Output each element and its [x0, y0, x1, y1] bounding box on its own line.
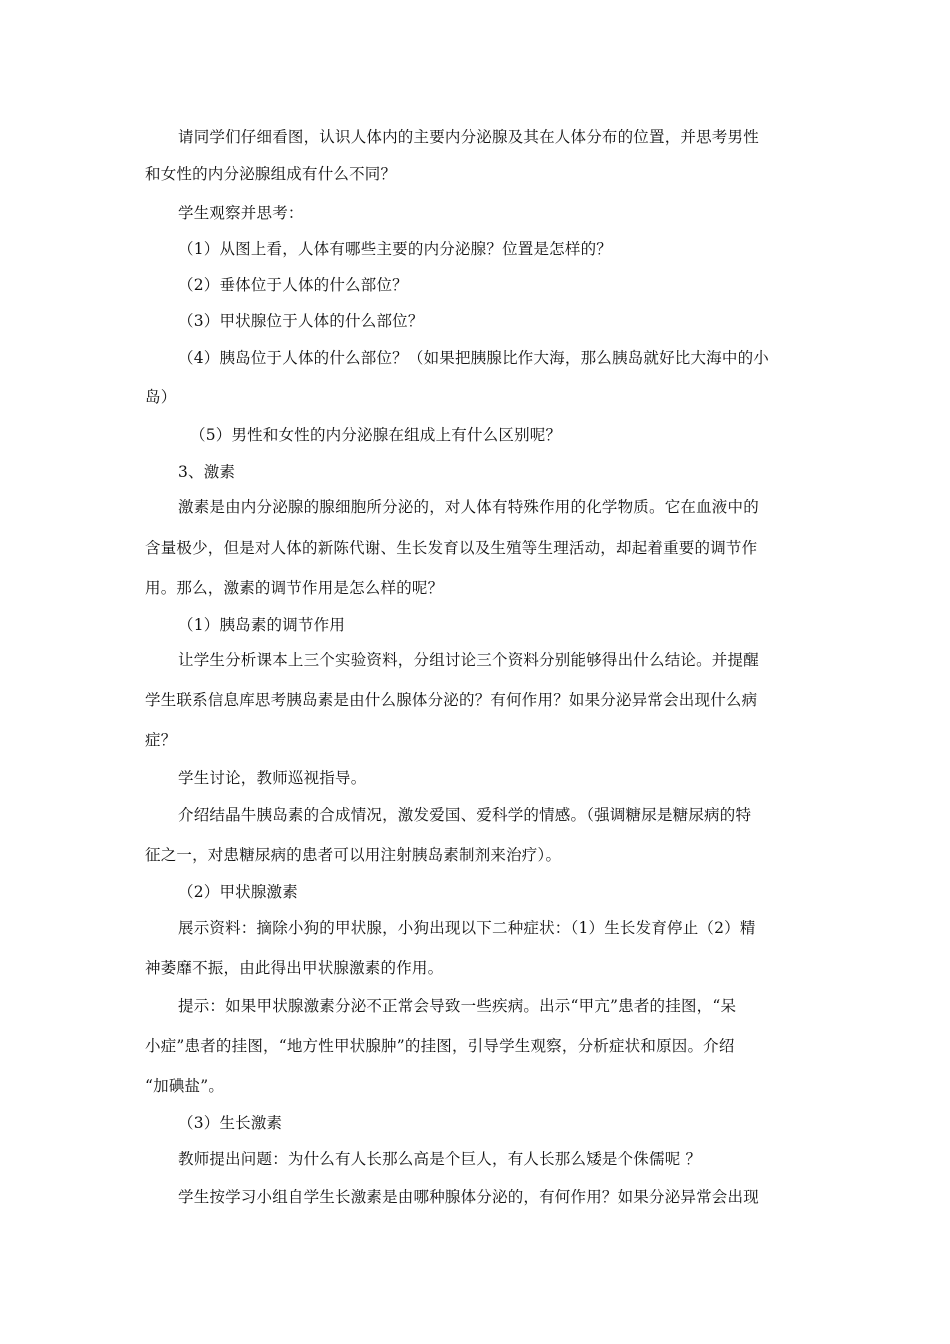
- text-line: （2）垂体位于人体的什么部位？: [178, 276, 408, 294]
- text-line: 征之一，对患糖尿病的患者可以用注射胰岛素制剂来治疗）。: [145, 846, 562, 864]
- section-heading: 3、激素: [178, 463, 236, 481]
- text-line: 让学生分析课本上三个实验资料，分组讨论三个资料分别能够得出什么结论。并提醒: [178, 651, 759, 669]
- text-line: 请同学们仔细看图，认识人体内的主要内分泌腺及其在人体分布的位置，并思考男性: [178, 128, 759, 146]
- text-line: 神萎靡不振，由此得出甲状腺激素的作用。: [145, 959, 444, 977]
- text-line: 教师提出问题：为什么有人长那么高是个巨人，有人长那么矮是个侏儒呢 ？: [178, 1150, 702, 1168]
- text-line: 学生按学习小组自学生长激素是由哪种腺体分泌的，有何作用？如果分泌异常会出现: [178, 1188, 759, 1206]
- text-line: 症？: [145, 731, 177, 749]
- text-line: 展示资料：摘除小狗的甲状腺，小狗出现以下二种症状：（1）生长发育停止（2）精: [178, 919, 756, 937]
- text-line: 岛）: [145, 388, 177, 406]
- subsection-heading: （3）生长激素: [178, 1114, 283, 1132]
- text-line: “加碘盐”。: [145, 1077, 225, 1095]
- text-line: 学生观察并思考：: [178, 204, 304, 222]
- text-line: （4）胰岛位于人体的什么部位？（如果把胰腺比作大海，那么胰岛就好比大海中的小: [178, 349, 769, 367]
- text-line: 学生讨论，教师巡视指导。: [178, 769, 367, 787]
- text-line: （3）甲状腺位于人体的什么部位？: [178, 312, 424, 330]
- text-line: 激素是由内分泌腺的腺细胞所分泌的，对人体有特殊作用的化学物质。它在血液中的: [178, 498, 759, 516]
- text-line: 含量极少，但是对人体的新陈代谢、生长发育以及生殖等生理活动，却起着重要的调节作: [145, 539, 758, 557]
- subsection-heading: （1）胰岛素的调节作用: [178, 616, 346, 634]
- text-line: 小症”患者的挂图，“地方性甲状腺肿”的挂图，引导学生观察，分析症状和原因。介绍: [145, 1037, 735, 1055]
- text-line: （5）男性和女性的内分泌腺在组成上有什么区别呢？: [190, 426, 562, 444]
- text-line: 介绍结晶牛胰岛素的合成情况，激发爱国、爱科学的情感。（强调糖尿是糖尿病的特: [178, 806, 752, 824]
- text-line: 和女性的内分泌腺组成有什么不同？: [145, 165, 397, 183]
- text-line: 提示：如果甲状腺激素分泌不正常会导致一些疾病。出示“甲亢”患者的挂图，“呆: [178, 997, 737, 1015]
- text-line: 用。那么，激素的调节作用是怎么样的呢？: [145, 579, 444, 597]
- text-line: 学生联系信息库思考胰岛素是由什么腺体分泌的？有何作用？如果分泌异常会出现什么病: [145, 691, 758, 709]
- text-line: （1）从图上看，人体有哪些主要的内分泌腺？位置是怎样的？: [178, 240, 612, 258]
- subsection-heading: （2）甲状腺激素: [178, 883, 298, 901]
